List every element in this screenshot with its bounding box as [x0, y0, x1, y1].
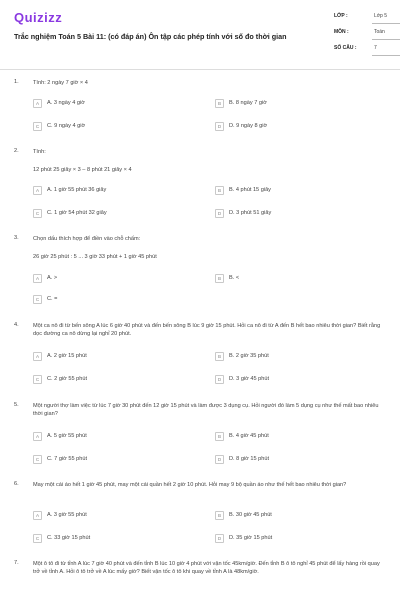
option-letter: A	[33, 432, 42, 441]
option-text: A. 5 giờ 55 phút	[47, 433, 87, 439]
option-d[interactable]	[215, 533, 385, 544]
option-letter: A	[33, 511, 42, 520]
option-text: D. 3 phút 51 giây	[229, 210, 272, 216]
question-number: 4.	[14, 322, 19, 328]
question-number: 3.	[14, 235, 19, 241]
meta-subject-value: Toán	[374, 29, 385, 35]
option-d[interactable]	[215, 208, 385, 219]
option-b[interactable]	[215, 431, 385, 442]
meta-class-line	[372, 23, 400, 24]
option-letter: D	[215, 455, 224, 464]
option-text: D. 9 ngày 8 giờ	[229, 123, 268, 129]
option-letter: A	[33, 186, 42, 195]
option-letter: D	[215, 375, 224, 384]
option-letter: C	[33, 375, 42, 384]
question-number: 5.	[14, 402, 19, 408]
header	[14, 10, 386, 68]
meta-class	[334, 10, 400, 24]
option-text: B. 2 giờ 35 phút	[229, 353, 269, 359]
option-text: C. 9 ngày 4 giờ	[47, 123, 86, 129]
option-a[interactable]	[33, 185, 203, 196]
option-text: B. <	[229, 275, 240, 281]
question-number: 1.	[14, 79, 19, 85]
question-text: Chọn dấu thích hợp để điền vào chỗ chấm:	[33, 236, 141, 242]
option-c[interactable]	[33, 121, 203, 132]
question-number: 2.	[14, 148, 19, 154]
option-c[interactable]	[33, 533, 203, 544]
option-letter: B	[215, 186, 224, 195]
option-b[interactable]	[215, 351, 385, 362]
option-letter: B	[215, 511, 224, 520]
option-letter: A	[33, 274, 42, 283]
option-c[interactable]	[33, 208, 203, 219]
option-text: B. 8 ngày 7 giờ	[229, 100, 267, 106]
meta-subject-label: MÔN :	[334, 29, 349, 35]
option-letter: C	[33, 122, 42, 131]
option-text: A. 1 giờ 55 phút 36 giây	[47, 187, 107, 193]
meta-count-label: SỐ CÂU :	[334, 45, 357, 51]
option-d[interactable]	[215, 121, 385, 132]
meta-class-label: LỚP :	[334, 13, 348, 19]
meta-count	[334, 42, 400, 56]
option-letter: B	[215, 352, 224, 361]
meta-subject-line	[372, 39, 400, 40]
option-a[interactable]	[33, 273, 203, 284]
option-text: B. 4 phút 15 giây	[229, 187, 271, 193]
option-text: C. =	[47, 296, 58, 302]
question-expression: 12 phút 25 giây × 3 – 8 phút 21 giây × 4	[33, 167, 132, 173]
option-text: A. >	[47, 275, 58, 281]
option-b[interactable]	[215, 185, 385, 196]
option-text: C. 33 giờ 15 phút	[47, 535, 91, 541]
question-text: May một cái áo hết 1 giờ 45 phút, may một cái quần hết 2 giờ 10 phút. Hỏi may 9 bộ quần áo như thế hết bao nhiêu thời gian?	[33, 482, 347, 488]
option-text: C. 1 giờ 54 phút 32 giây	[47, 210, 107, 216]
option-letter: D	[215, 209, 224, 218]
meta-count-value: 7	[374, 45, 377, 51]
option-text: C. 7 giờ 55 phút	[47, 456, 88, 462]
option-letter: B	[215, 99, 224, 108]
header-divider	[0, 69, 400, 70]
question-text: Một người thợ làm việc từ lúc 7 giờ 30 phút đến 12 giờ 15 phút và làm được 3 dụng cụ. Hỏi người đó làm 5 dụng cụ như thế mất bao nhiêu thời gian?	[33, 403, 379, 418]
meta-count-line	[372, 55, 400, 56]
option-c[interactable]	[33, 374, 203, 385]
option-b[interactable]	[215, 273, 385, 284]
option-letter: C	[33, 455, 42, 464]
option-a[interactable]	[33, 510, 203, 521]
option-letter: C	[33, 534, 42, 543]
option-letter: A	[33, 99, 42, 108]
option-c[interactable]	[33, 294, 203, 305]
option-text: C. 2 giờ 55 phút	[47, 376, 88, 382]
option-b[interactable]	[215, 98, 385, 109]
option-text: D. 3 giờ 45 phút	[229, 376, 270, 382]
option-text: A. 2 giờ 15 phút	[47, 353, 87, 359]
option-letter: C	[33, 209, 42, 218]
option-text: B. 30 giờ 45 phút	[229, 512, 272, 518]
question-text: Tính:	[33, 149, 46, 155]
option-b[interactable]	[215, 510, 385, 521]
option-d[interactable]	[215, 374, 385, 385]
question-text: Một ô tô đi từ tỉnh A lúc 7 giờ 40 phút và đến tỉnh B lúc 10 giờ 4 phút với vận tốc 45km/giờ. Đến tỉnh B ô tô nghỉ 45 phút để lấy hàng rồi quay trở về tỉnh A. Hỏi ô tô trở về A lúc mấy giờ? Biết vận tốc ô tô khi quay về tỉnh A là 48km/giờ.	[33, 561, 380, 576]
question-text: Một ca nô đi từ bến sông A lúc 6 giờ 40 phút và đến bến sông B lúc 9 giờ 15 phút. Hỏi ca nô đi từ A đến B hết bao nhiêu thời gian? Biết rằng dọc đường ca nô dừng lại nghỉ 20 phút.	[33, 323, 381, 338]
option-text: D. 8 giờ 15 phút	[229, 456, 270, 462]
option-text: A. 3 giờ 55 phút	[47, 512, 87, 518]
option-text: A. 3 ngày 4 giờ	[47, 100, 85, 106]
quizizz-logo: Quizizz	[14, 10, 63, 25]
option-letter: B	[215, 432, 224, 441]
option-text: D. 35 giờ 15 phút	[229, 535, 273, 541]
option-letter: D	[215, 534, 224, 543]
option-letter: C	[33, 295, 42, 304]
meta-class-value: Lớp 5	[374, 13, 388, 19]
option-a[interactable]	[33, 351, 203, 362]
option-a[interactable]	[33, 431, 203, 442]
option-letter: B	[215, 274, 224, 283]
option-letter: A	[33, 352, 42, 361]
meta-subject	[334, 26, 400, 40]
question-text: Tính: 2 ngày 7 giờ × 4	[33, 80, 88, 86]
option-d[interactable]	[215, 454, 385, 465]
option-c[interactable]	[33, 454, 203, 465]
question-expression: 26 giờ 25 phút : 5 ... 3 giờ 33 phút + 1 giờ 45 phút	[33, 254, 157, 260]
question-number: 6.	[14, 481, 19, 487]
option-a[interactable]	[33, 98, 203, 109]
question-number: 7.	[14, 560, 19, 566]
page-title: Trắc nghiệm Toán 5 Bài 11: (có đáp án) Ôn tập các phép tính với số đo thời gian	[14, 32, 287, 41]
option-letter: D	[215, 122, 224, 131]
option-text: B. 4 giờ 45 phút	[229, 433, 269, 439]
